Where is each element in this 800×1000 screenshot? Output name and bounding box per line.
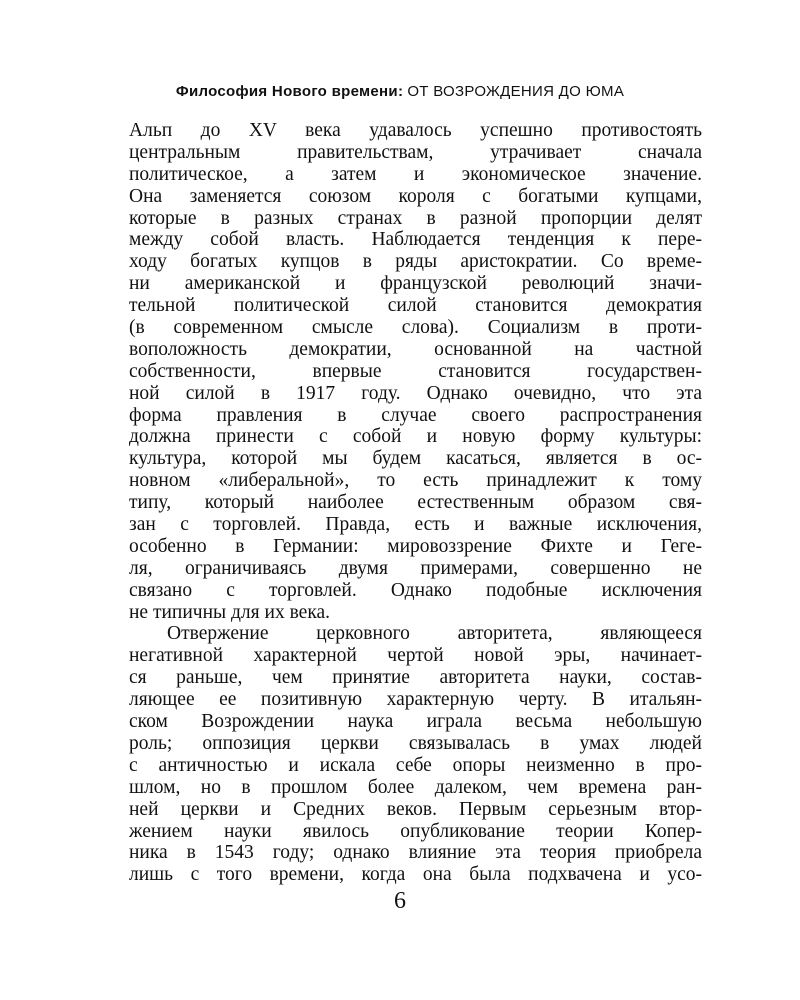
text-line: форма правления в случае своего распространения [129,404,702,426]
text-line: особенно в Германии: мировоззрение Фихте и Геге- [129,535,702,557]
text-line: ника в 1543 году; однако влияние эта теория приобрела [129,842,702,864]
text-line: новном «либеральной», то есть принадлежит к тому [129,470,702,492]
text-line: Альп до XV века удавалось успешно противостоять [129,120,702,141]
text-line: с античностью и искала себе опоры неизменно в про- [129,754,702,776]
running-header [0,83,800,101]
text-line: ля, ограничиваясь двумя примерами, совершенно не [129,557,702,579]
text-line: должна принести с собой и новую форму культуры: [129,426,702,448]
text-line: не типичны для их века. [129,601,331,623]
text-line: которые в разных странах в разной пропорции делят [129,207,702,229]
text-line: ней церкви и Средних веков. Первым серьезным втор- [129,798,702,820]
header-book-title: Философия Нового времени: [175,83,404,100]
paragraph-2 [129,623,702,886]
text-line: ся раньше, чем принятие авторитета науки, состав- [129,667,702,689]
text-line: Она заменяется союзом короля с богатыми купцами, [129,185,702,207]
text-line: шлом, но в прошлом более далеком, чем времена ран- [129,776,702,798]
text-line: лишь с того времени, когда она была подхвачена и усо- [129,864,702,886]
paragraph-1 [129,120,702,623]
text-line: центральным правительствам, утрачивает сначала [129,141,702,163]
text-line: (в современном смысле слова). Социализм в проти- [129,317,702,339]
text-line: ляющее ее позитивную характерную черту. В итальян- [129,689,702,711]
text-line: культура, которой мы будем касаться, является в ос- [129,448,702,470]
text-line: между собой власть. Наблюдается тенденция к пере- [129,229,702,251]
text-line: собственности, впервые становится государствен- [129,360,702,382]
text-line: ском Возрождении наука играла весьма небольшую [129,711,702,733]
text-line: Отвержение церковного авторитета, являющееся [167,623,702,645]
text-line: зан с торговлей. Правда, есть и важные исключения, [129,514,702,536]
text-line: типу, который наиболее естественным образом свя- [129,492,702,514]
text-line: негативной характерной чертой новой эры, начинает- [129,645,702,667]
text-line: ни американской и французской революций значи- [129,273,702,295]
text-line: политическое, а затем и экономическое значение. [129,163,702,185]
text-line: связано с торговлей. Однако подобные исключения [129,579,702,601]
text-line: жением науки явилось опубликование теории Копер- [129,820,702,842]
text-line: ходу богатых купцов в ряды аристократии. Со време- [129,251,702,273]
header-subtitle: ОТ ВОЗРОЖДЕНИЯ ДО ЮМА [407,83,625,100]
text-line: воположность демократии, основанной на частной [129,338,702,360]
page-number: 6 [394,888,406,914]
text-line: ной силой в 1917 году. Однако очевидно, что эта [129,382,702,404]
body-text [129,120,702,886]
text-line: тельной политической силой становится демократия [129,295,702,317]
text-line: роль; оппозиция церкви связывалась в умах людей [129,732,702,754]
